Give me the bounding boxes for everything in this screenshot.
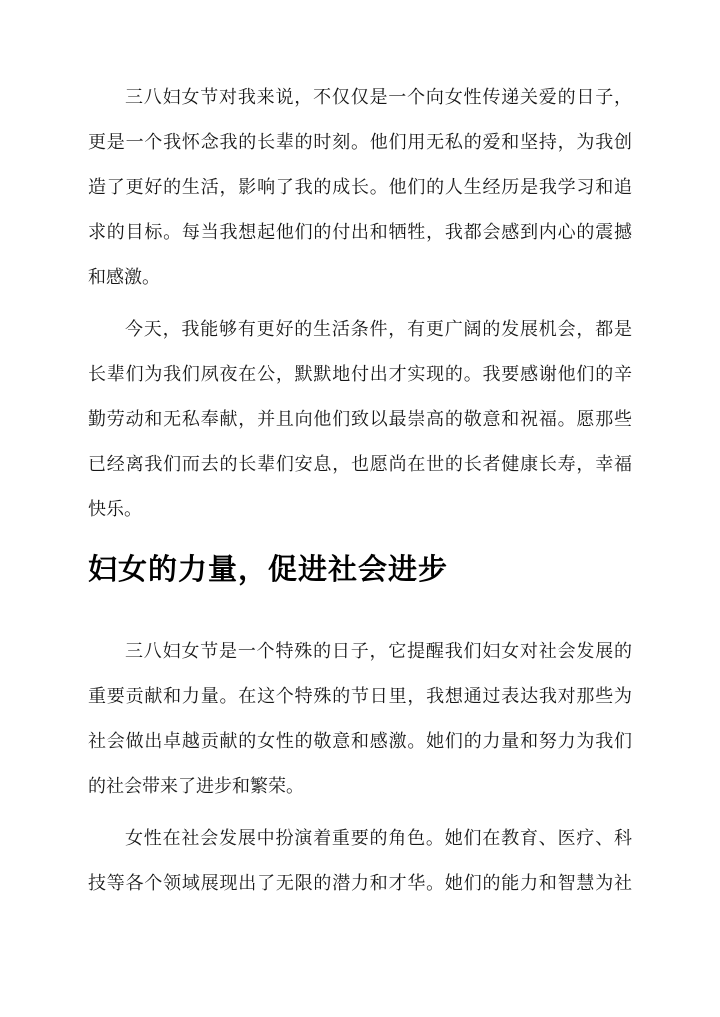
text-line: 社会做出卓越贡献的女性的敬意和感激。她们的力量和努力为我们 [88,731,632,751]
paragraph-2 [88,307,632,532]
paragraph-1 [88,75,632,300]
text-line: 三八妇女节对我来说，不仅仅是一个向女性传递关爱的日子， [125,87,632,107]
text-line: 女性在社会发展中扮演着重要的角色。她们在教育、医疗、科 [125,828,632,848]
text-line: 已经离我们而去的长辈们安息，也愿尚在世的长者健康长寿，幸福 [88,454,632,474]
paragraph-4 [88,816,632,906]
text-line: 重要贡献和力量。在这个特殊的节日里，我想通过表达我对那些为 [88,686,632,706]
section-heading: 妇女的力量，促进社会进步 [88,554,449,586]
text-line: 求的目标。每当我想起他们的付出和牺牲，我都会感到内心的震撼 [88,222,632,242]
text-line: 勤劳动和无私奉献，并且向他们致以最崇高的敬意和祝福。愿那些 [88,409,632,429]
text-line: 更是一个我怀念我的长辈的时刻。他们用无私的爱和坚持，为我创 [88,132,632,152]
text-line: 技等各个领域展现出了无限的潜力和才华。她们的能力和智慧为社 [88,873,632,893]
text-line: 快乐。 [88,499,142,519]
text-line: 造了更好的生活，影响了我的成长。他们的人生经历是我学习和追 [88,177,632,197]
text-line: 和感激。 [88,267,160,287]
text-line: 三八妇女节是一个特殊的日子，它提醒我们妇女对社会发展的 [125,641,632,661]
text-line: 的社会带来了进步和繁荣。 [88,776,304,796]
text-line: 今天，我能够有更好的生活条件，有更广阔的发展机会，都是 [125,319,632,339]
text-line: 长辈们为我们夙夜在公，默默地付出才实现的。我要感谢他们的辛 [88,364,632,384]
paragraph-3 [88,629,632,809]
